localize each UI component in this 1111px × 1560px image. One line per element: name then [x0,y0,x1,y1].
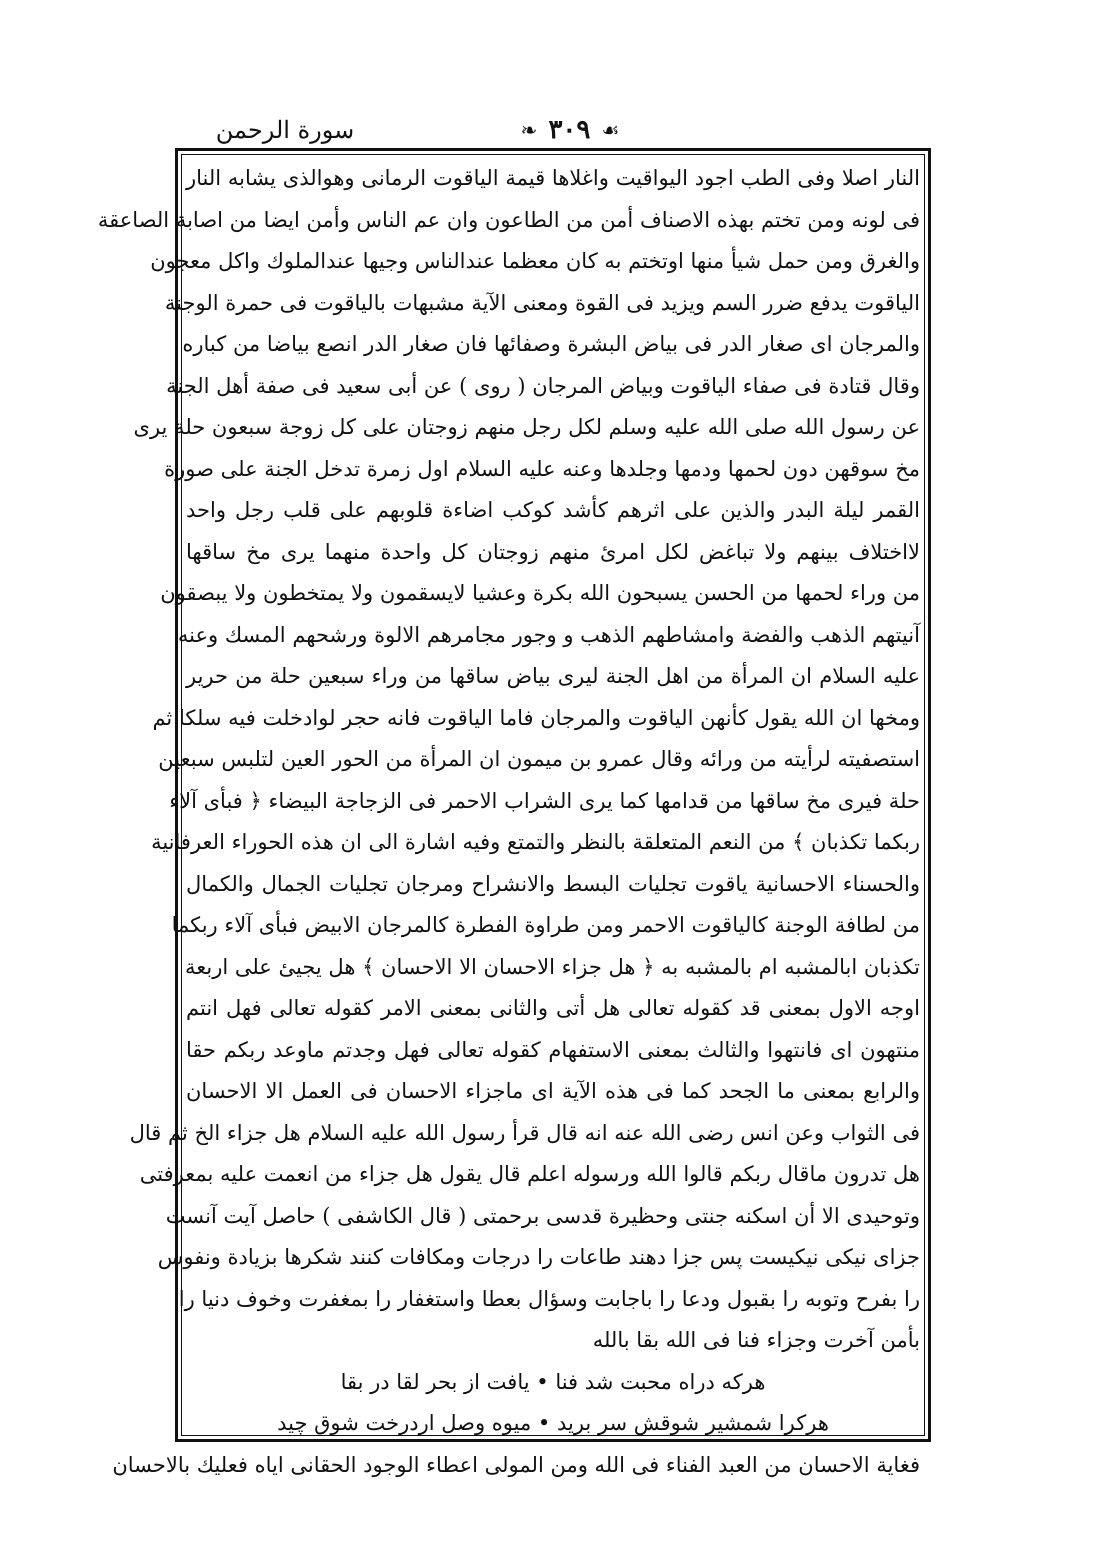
poem-verse: هركرا شمشير شوقش سر بريد • ميوه وصل اردرخت شوق چيد [277,1411,829,1435]
text-line: لااختلاف بينهم ولا تباغض لكل امرئ منهم زوجتان كل واحدة منهما يرى مخ ساقها [186,539,920,564]
text-line-last: بأمن آخرت وجزاء فنا فى الله بقا بالله [592,1328,920,1352]
left-ornament-icon: ❧ [520,118,538,142]
text-line: القمر ليلة البدر والذين على اثرهم كأشد كوكب اضاءة قلوبهم على قلب رجل واحد [186,498,920,522]
text-line: تكذبان ابالمشبه ام بالمشبه به ﴿ هل جزاء الاحسان الا الاحسان ﴾ هل يجيئ على اربعة [184,954,920,979]
text-line: من لطافة الوجنة كالياقوت الاحمر ومن طراوة الفطرة كالمرجان الابيض فبأى آلاء ربكما [171,913,920,937]
text-line: والحسناء الاحسانية ياقوت تجليات البسط والانشراح ومرجان تجليات الجمال والكمال [186,871,920,896]
poem-verse: هركه دراه محبت شد فنا • يافت از بحر لقا در بقا [340,1369,766,1394]
text-line: عن رسول الله صلى الله عليه وسلم لكل رجل منهم زوجتان على كل زوجة سبعون حلة يرى [133,415,920,439]
page-number: ٣٠٩ [548,115,591,145]
text-line: ربكما تكذبان ﴾ من النعم المتعلقة بالنظر والتمتع وفيه اشارة الى ان هذه الحوراء العرفانية [151,830,920,854]
text-line: وقال قتادة فى صفاء الياقوت وبياض المرجان ( روى ) عن أبى سعيد فى صفة أهل الجنة [166,373,920,398]
text-line: آنيتهم الذهب والفضة وامشاطهم الذهب و وجور مجامرهم الالوة ورشحهم المسك وعنه [177,622,920,647]
text-line: من وراء لحمها من الحسن يسبحون الله بكرة وعشيا لايسقمون ولا يمتخطون ولا يبصقون [160,581,920,605]
text-line: النار اصلا وفى الطب اجود اليواقيت واغلاها قيمة الياقوت الرمانى وهوالذى يشابه النار [186,166,920,190]
text-body [97,158,920,1486]
text-line: هل تدرون ماقال ربكم قالوا الله ورسوله اعلم قال يقول هل جزاء من انعمت عليه بمعرفتى [139,1162,920,1186]
text-line: استصفيته لرأيته من ورائه وقال عمرو بن ميمون ان المرأة من الحور العين لتلبس سبعين [158,747,920,771]
page-number-group [505,112,635,148]
text-line: الياقوت يدفع ضرر السم ويزيد فى القوة ومعنى الآية مشبهات بالياقوت فى حمرة الوجنة [164,290,920,315]
text-line: والغرق ومن حمل شيأ منها اوتختم به كان معظما عندالناس وجيها عندالملوك واكل معجون [150,249,920,273]
text-line: را بفرح وتوبه را بقبول ودعا را باجابت وسؤال بعطا واستغفار را بمغفرت وخوف دنيا را [178,1286,920,1311]
closing-line: فغاية الاحسان من العبد الفناء فى الله ومن المولى اعطاء الوجود الحقانى اياه فعليك بالاحسان [112,1452,920,1477]
surah-title: سورة الرحمن [215,116,355,144]
text-line: وتوحيدى الا أن اسكنه جنتى وحظيرة قدسى برحمتى ( قال الكاشفى ) حاصل آيت آنست [165,1203,920,1228]
text-line: ومخها ان الله يقول كأنهن الياقوت والمرجان فاما الياقوت فانه حجر لوادخلت فيه سلكا ثم [152,705,920,730]
text-line: اوجه الاول بمعنى قد كقوله تعالى هل أتى والثانى بمعنى الامر كقوله تعالى فهل انتم [186,996,920,1020]
text-line: عليه السلام ان المرأة من اهل الجنة ليرى بياض ساقها من وراء سبعين حلة من حرير [186,664,920,688]
text-line: والمرجان اى صغار الدر فى بياض البشرة وصفائها فان صغار الدر انصع بياضا من كباره [182,332,920,356]
text-line: مخ سوقهن دون لحمها ودمها وجلدها وعنه عليه السلام اول زمرة تدخل الجنة على صورة [164,456,920,481]
page-header [0,112,1111,148]
text-line: جزاى نيكى نيكيست پس جزا دهند طاعات را درجات ومكافات كنند شكرها بزيادة ونفوس [157,1245,920,1269]
right-ornament-icon: ☙ [601,118,620,142]
text-line: حلة فيرى مخ ساقها من قدامها كما يرى الشراب الاحمر فى الزجاجة البيضاء ﴿ فبأى آلاء [169,788,920,813]
text-line: فى لونه ومن تختم بهذه الاصناف أمن من الطاعون وان عم الناس وأمن ايضا من اصابة الصاعقة [97,207,920,232]
text-line: منتهون اى فانتهوا والثالث بمعنى الاستفهام كقوله تعالى فهل وجدتم ماوعد ربكم حقا [186,1037,920,1062]
text-line: فى الثواب وعن انس رضى الله عنه انه قال قرأ رسول الله عليه السلام هل جزاء الخ ثم قال [129,1120,920,1145]
text-line: والرابع بمعنى ما الجحد كما فى هذه الآية اى ماجزاء الاحسان فى العمل الا الاحسان [186,1079,920,1103]
